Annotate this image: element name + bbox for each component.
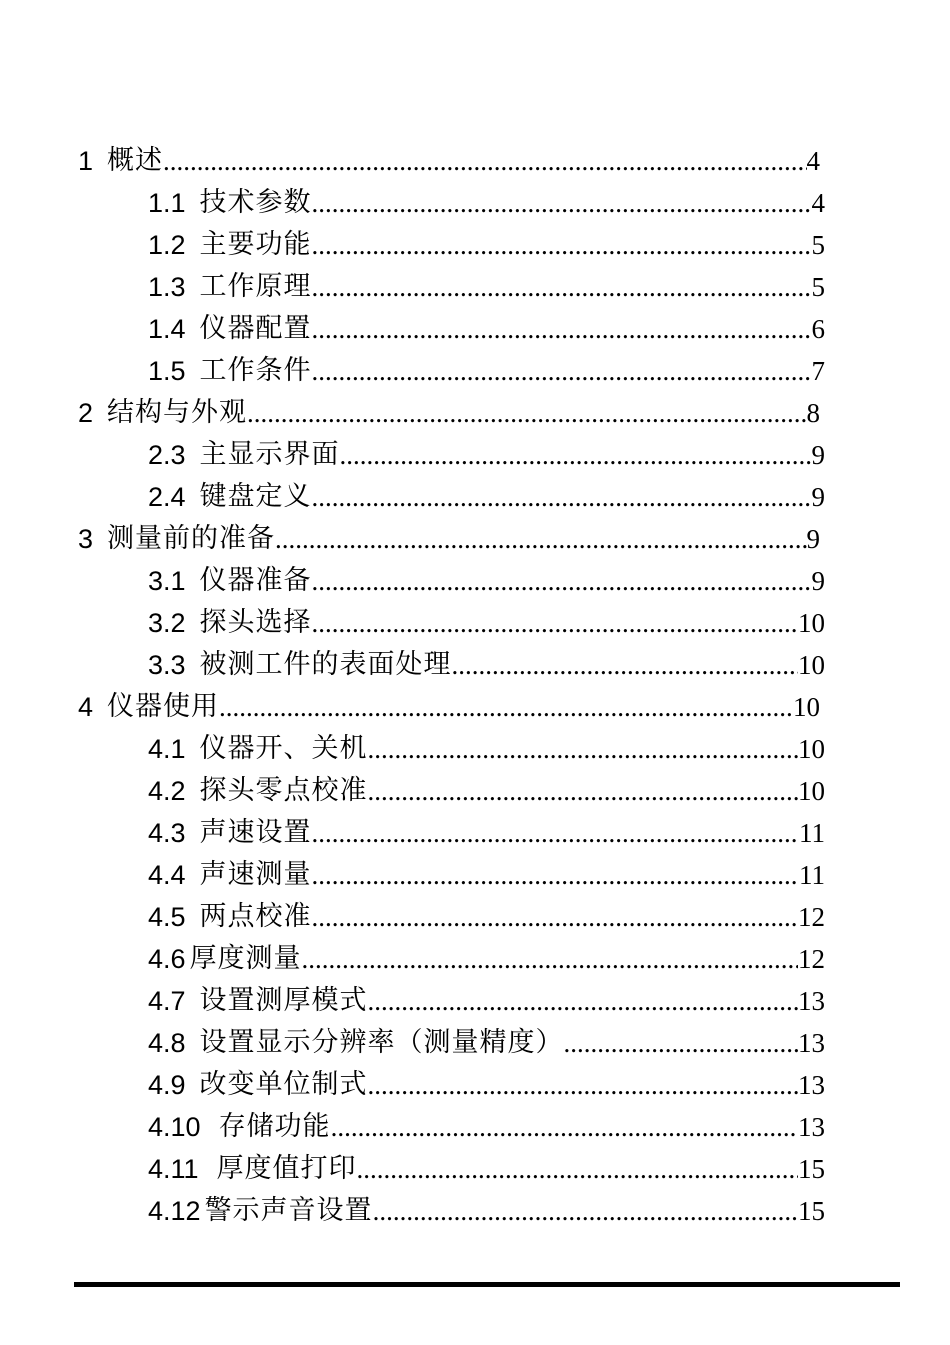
toc-leader xyxy=(340,434,812,476)
toc-number: 3.1 xyxy=(148,566,186,596)
toc-number: 4.11 xyxy=(148,1154,199,1184)
toc-number: 4.8 xyxy=(148,1028,186,1058)
toc-entry[interactable] xyxy=(148,182,825,224)
toc-leader xyxy=(452,644,798,686)
toc-title: 厚度值打印 xyxy=(216,1153,357,1184)
toc-page-number: 13 xyxy=(798,1112,825,1142)
toc-leader xyxy=(312,560,812,602)
toc-title: 主显示界面 xyxy=(199,439,340,470)
toc-number: 1.2 xyxy=(148,230,186,260)
toc-entry[interactable] xyxy=(148,854,825,896)
toc-entry[interactable] xyxy=(78,140,820,182)
toc-number: 3 xyxy=(78,524,94,554)
toc-leader xyxy=(312,602,798,644)
toc-number: 4 xyxy=(78,692,94,722)
toc-title: 仪器准备 xyxy=(199,565,312,596)
toc-entry[interactable] xyxy=(148,1106,825,1148)
toc-entry[interactable] xyxy=(148,770,825,812)
toc-entry[interactable] xyxy=(148,1064,825,1106)
toc-number: 4.2 xyxy=(148,776,186,806)
bottom-rule xyxy=(74,1282,900,1287)
toc-title: 两点校准 xyxy=(199,901,312,932)
toc-leader xyxy=(163,140,806,182)
toc-title: 概述 xyxy=(107,145,164,176)
toc-title: 仪器开、关机 xyxy=(199,733,368,764)
toc-entry[interactable] xyxy=(148,224,825,266)
toc-entry[interactable] xyxy=(148,476,825,518)
toc-title: 警示声音设置 xyxy=(204,1195,373,1226)
toc-page-number: 9 xyxy=(811,566,825,596)
toc-number: 1 xyxy=(78,146,94,176)
toc-title: 技术参数 xyxy=(199,187,312,218)
toc-page-number: 6 xyxy=(811,314,825,344)
toc-number: 4.5 xyxy=(148,902,186,932)
toc-number: 2 xyxy=(78,398,94,428)
toc-entry[interactable] xyxy=(148,350,825,392)
toc-number: 1.1 xyxy=(148,188,186,218)
toc-title: 仪器配置 xyxy=(199,313,312,344)
toc-number: 4.9 xyxy=(148,1070,186,1100)
toc-leader xyxy=(368,980,798,1022)
toc-number: 1.5 xyxy=(148,356,186,386)
toc-entry[interactable] xyxy=(78,518,820,560)
toc-title: 键盘定义 xyxy=(199,481,312,512)
toc-leader xyxy=(373,1190,798,1232)
toc-page-number: 10 xyxy=(798,608,825,638)
toc-leader xyxy=(312,182,812,224)
toc-page-number: 13 xyxy=(798,986,825,1016)
toc-entry[interactable] xyxy=(148,1190,825,1232)
toc-entry[interactable] xyxy=(78,686,820,728)
toc-leader xyxy=(312,350,812,392)
toc-number: 4.10 xyxy=(148,1112,201,1142)
toc-page-number: 4 xyxy=(806,146,820,176)
toc-title: 厚度测量 xyxy=(189,943,302,974)
toc-leader xyxy=(275,518,806,560)
toc-entry[interactable] xyxy=(148,896,825,938)
toc-leader xyxy=(247,392,806,434)
toc-title: 仪器使用 xyxy=(107,691,220,722)
toc-title: 测量前的准备 xyxy=(107,523,276,554)
toc-page-number: 9 xyxy=(811,482,825,512)
toc-entry[interactable] xyxy=(148,728,825,770)
toc-number: 3.3 xyxy=(148,650,186,680)
toc-leader xyxy=(219,686,793,728)
toc-page-number: 10 xyxy=(793,692,820,722)
toc-entry[interactable] xyxy=(148,1022,825,1064)
toc-page-number: 11 xyxy=(799,860,825,890)
toc-entry[interactable] xyxy=(148,308,825,350)
toc-leader xyxy=(357,1148,798,1190)
toc-title: 主要功能 xyxy=(199,229,312,260)
toc-leader xyxy=(368,728,798,770)
toc-number: 4.7 xyxy=(148,986,186,1016)
toc-page-number: 11 xyxy=(799,818,825,848)
toc-page-number: 12 xyxy=(798,944,825,974)
toc-page-number: 8 xyxy=(806,398,820,428)
toc-entry[interactable] xyxy=(148,1148,825,1190)
toc-title: 结构与外观 xyxy=(107,397,248,428)
toc-page-number: 15 xyxy=(798,1154,825,1184)
toc-title: 存储功能 xyxy=(218,1111,331,1142)
toc-leader xyxy=(302,938,798,980)
toc-title: 声速测量 xyxy=(199,859,312,890)
toc-title: 被测工件的表面处理 xyxy=(199,649,452,680)
toc-page-number: 9 xyxy=(811,440,825,470)
toc-page-number: 5 xyxy=(811,272,825,302)
toc-leader xyxy=(312,896,798,938)
toc-page-number: 4 xyxy=(811,188,825,218)
toc-entry[interactable] xyxy=(148,644,825,686)
toc-title: 声速设置 xyxy=(199,817,312,848)
toc-number: 4.3 xyxy=(148,818,186,848)
toc-number: 4.6 xyxy=(148,944,186,974)
toc-title: 设置显示分辨率（测量精度） xyxy=(199,1027,564,1058)
toc-number: 1.3 xyxy=(148,272,186,302)
toc-title: 工作条件 xyxy=(199,355,312,386)
toc-leader xyxy=(312,224,812,266)
toc-page-number: 7 xyxy=(811,356,825,386)
toc-entry[interactable] xyxy=(148,560,825,602)
toc-leader xyxy=(312,812,799,854)
toc-page-number: 12 xyxy=(798,902,825,932)
toc-page-number: 15 xyxy=(798,1196,825,1226)
toc-leader xyxy=(312,476,812,518)
toc-number: 2.3 xyxy=(148,440,186,470)
toc-leader xyxy=(368,1064,798,1106)
toc-page-number: 10 xyxy=(798,734,825,764)
toc-entry[interactable] xyxy=(148,266,825,308)
toc-number: 1.4 xyxy=(148,314,186,344)
toc-page-number: 13 xyxy=(798,1028,825,1058)
toc-title: 改变单位制式 xyxy=(199,1069,368,1100)
toc-page-number: 10 xyxy=(798,776,825,806)
toc-page-number: 5 xyxy=(811,230,825,260)
toc-entry[interactable] xyxy=(78,392,820,434)
toc-entry[interactable] xyxy=(148,812,825,854)
toc-leader xyxy=(368,770,798,812)
toc-leader xyxy=(312,854,799,896)
toc-number: 4.4 xyxy=(148,860,186,890)
toc-entry[interactable] xyxy=(148,938,825,980)
toc-number: 4.1 xyxy=(148,734,186,764)
toc-page-number: 10 xyxy=(798,650,825,680)
toc-leader xyxy=(312,308,812,350)
toc-title: 探头选择 xyxy=(199,607,312,638)
toc-page-number: 9 xyxy=(806,524,820,554)
toc-leader xyxy=(312,266,812,308)
toc-title: 工作原理 xyxy=(199,271,312,302)
toc-entry[interactable] xyxy=(148,602,825,644)
toc-number: 3.2 xyxy=(148,608,186,638)
toc-number: 4.12 xyxy=(148,1196,201,1226)
toc-leader xyxy=(331,1106,798,1148)
toc-number: 2.4 xyxy=(148,482,186,512)
toc-title: 设置测厚模式 xyxy=(199,985,368,1016)
toc-entry[interactable] xyxy=(148,980,825,1022)
toc-entry[interactable] xyxy=(148,434,825,476)
toc-title: 探头零点校准 xyxy=(199,775,368,806)
toc-leader xyxy=(564,1022,798,1064)
toc-page-number: 13 xyxy=(798,1070,825,1100)
